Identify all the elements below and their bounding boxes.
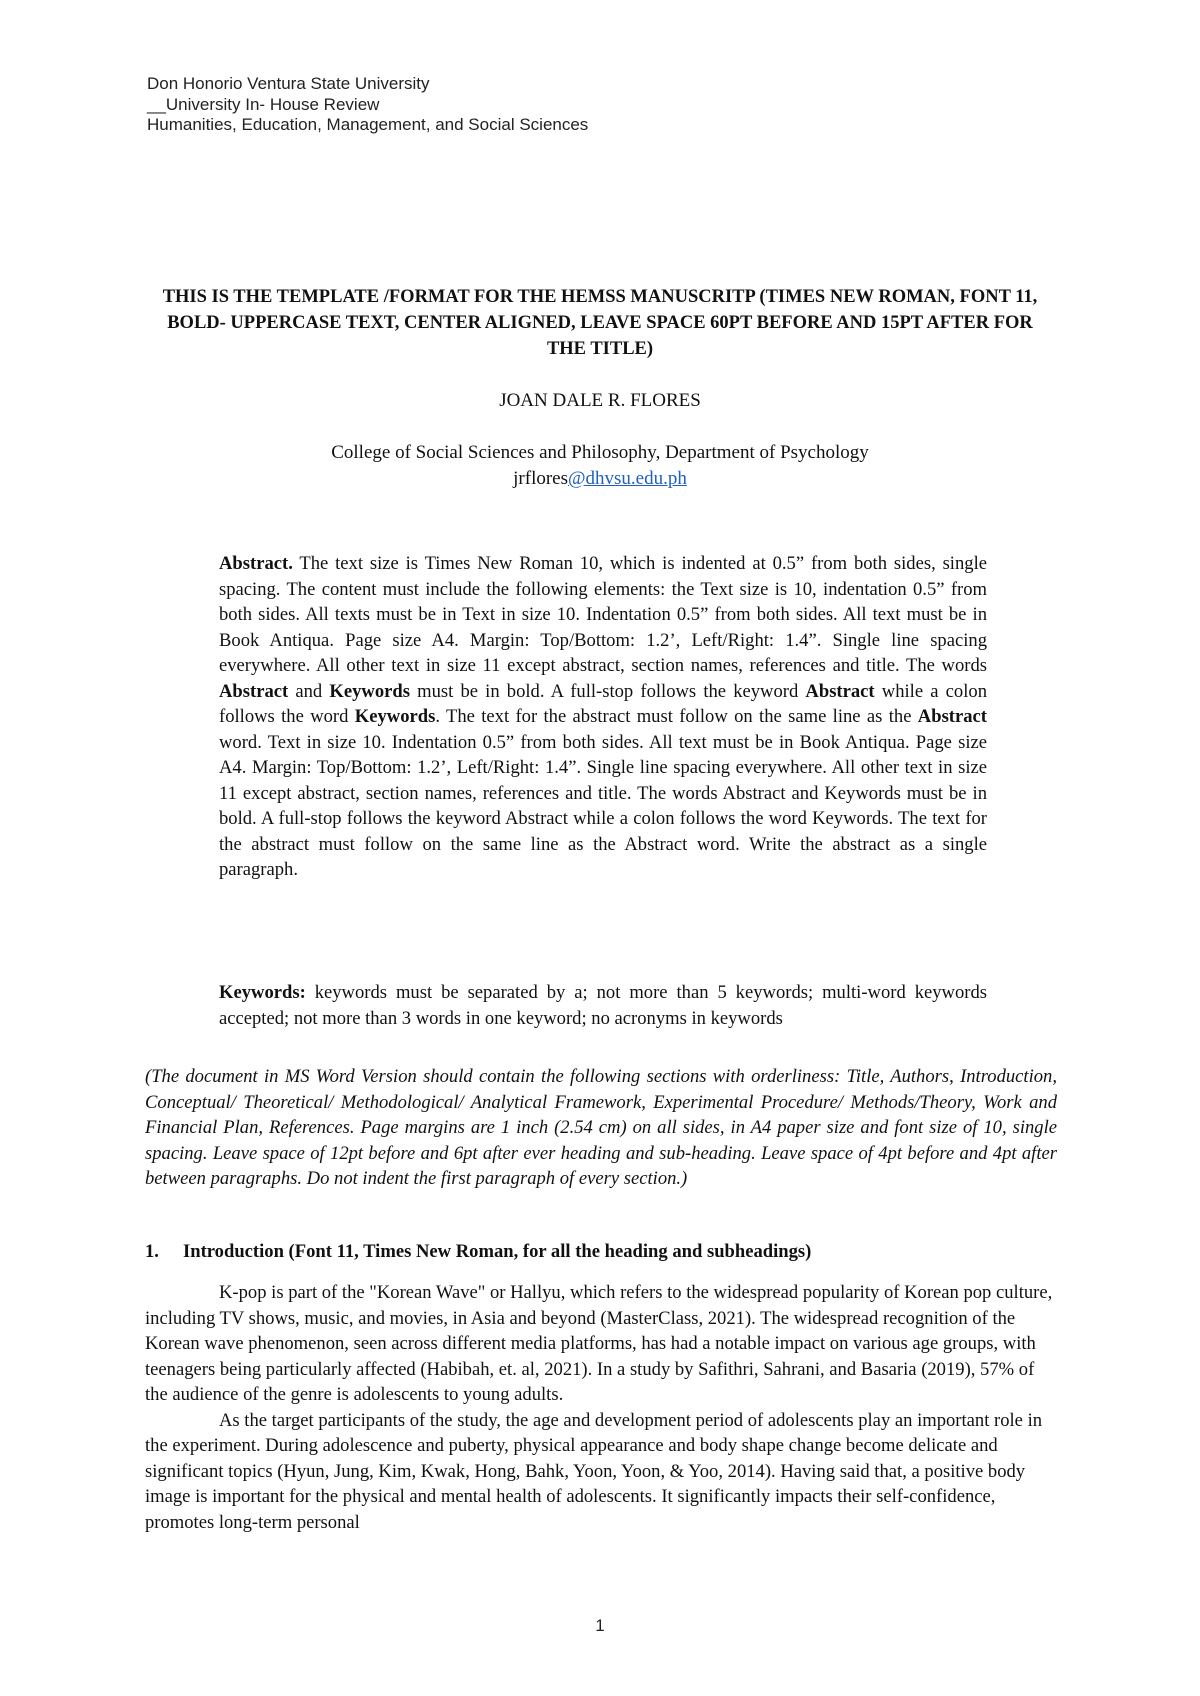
- abstract-bold-5: Abstract: [917, 706, 987, 727]
- email-link[interactable]: @dhvsu.edu.ph: [568, 468, 687, 489]
- abstract-label: Abstract.: [219, 553, 293, 574]
- keywords-paragraph: [219, 980, 987, 1031]
- abstract-paragraph: [219, 551, 987, 883]
- section-number: 1.: [145, 1241, 159, 1262]
- abstract-bold-2: Keywords: [329, 680, 410, 702]
- header-university: Don Honorio Ventura State University: [147, 74, 430, 93]
- abstract-text-5: . The text for the abstract must follow on the same line as the: [435, 706, 918, 727]
- author-name: JOAN DALE R. FLORES: [499, 390, 701, 411]
- body-paragraph-2: As the target participants of the study, the age and development period of adolescents play an important role in the experiment. During adolescence and puberty, physical appearance and body shape change become delicate and significant topics (Hyun, Jung, Kim, Kwak, Hong, Bahk, Yoon, Yoon, & Yoo, 2014). Having said that, a positive body image is important for the physical and mental health of adolescents. It significantly impacts their self-confidence, promotes long-term personal: [145, 1409, 1043, 1533]
- email-line: [150, 466, 1050, 492]
- running-header: [147, 74, 588, 136]
- abstract-text-3: must be in bold. A full-stop follows the keyword: [409, 680, 806, 702]
- abstract-text-1: The text size is Times New Roman 10, which is indented at 0.5” from both sides, single spacing. The content must include the following elements: the Text size is 10, indentation 0.5” from both sides. All texts must be in Text in size 10. Indentation 0.5” from both sides. All text must be in Book Antiqua. Page size A4. Margin: Top/Bottom: 1.2’, Left/Right: 1.4”. Single line spacing everywhere. All other text in size 11 except abstract, section names, references and title. The words: [219, 553, 987, 676]
- email-user: jrflores: [513, 468, 569, 489]
- abstract-text-6: word. Text in size 10. Indentation 0.5” from both sides. All text must be in Book Antiqua. Page size A4. Margin: Top/Bottom: 1.2’, Left/Right: 1.4”. Single line spacing everywhere. All other text in size 11 except abstract, section names, references and title. The words Abstract and Keywords must be in bold. A full-stop follows the keyword Abstract while a colon follows the word Keywords. The text for the abstract must follow on the same line as the Abstract word. Write the abstract as a single paragraph.: [219, 731, 987, 880]
- manuscript-title: THIS IS THE TEMPLATE /FORMAT FOR THE HEMSS MANUSCRITP (TIMES NEW ROMAN, FONT 11, BOLD- UPPERCASE TEXT, CENTER ALIGNED, LEAVE SPACE 60PT BEFORE AND 15PT AFTER FOR THE TITLE): [162, 287, 1038, 359]
- abstract-bold-1: Abstract: [219, 680, 289, 702]
- body-paragraph-1: K-pop is part of the "Korean Wave" or Hallyu, which refers to the widespread popularity of Korean pop culture, including TV shows, music, and movies, in Asia and beyond (MasterClass, 2021). The widespread recognition of the Korean wave phenomenon, seen across different media platforms, has had a notable impact on various age groups, with teenagers being particularly affected (Habibah, et. al, 2021). In a study by Safithri, Sahrani, and Basaria (2019), 57% of the audience of the genre is adolescents to young adults.: [145, 1282, 1053, 1405]
- page-number: 1: [595, 1616, 605, 1635]
- introduction-body: [145, 1280, 1057, 1535]
- keywords-label: Keywords:: [219, 982, 306, 1003]
- abstract-text-4: while a colon follows the word: [219, 680, 987, 727]
- header-review: __University In- House Review: [147, 94, 380, 114]
- format-note: (The document in MS Word Version should contain the following sections with orderliness: Title, Authors, Introduction, Conceptual/ Theoretical/ Methodological/ Analytical Framework, Experimental Procedure/ Methods/Theory, Work and Financial Plan, References. Page margins are 1 inch (2.54 cm) on all sides, in A4 paper size and font size of 10, single spacing. Leave space of 12pt before and 6pt after ever heading and sub-heading. Leave space of 4pt before and 4pt after between paragraphs. Do not indent the first paragraph of every section.): [145, 1066, 1057, 1189]
- section-heading-introduction: [145, 1240, 1057, 1264]
- keywords-text: keywords must be separated by a; not more than 5 keywords; multi-word keywords accepted; not more than 3 words in one keyword; no acronyms in keywords: [219, 982, 987, 1029]
- abstract-text-2: and: [288, 680, 330, 702]
- section-title: Introduction (Font 11, Times New Roman, for all the heading and subheadings): [183, 1241, 812, 1262]
- abstract-bold-4: Keywords: [354, 706, 436, 727]
- author-affiliation-block: [150, 440, 1050, 492]
- affiliation: College of Social Sciences and Philosophy, Department of Psychology: [331, 442, 869, 463]
- header-field: Humanities, Education, Management, and Social Sciences: [147, 115, 589, 134]
- abstract-bold-3: Abstract: [805, 680, 875, 702]
